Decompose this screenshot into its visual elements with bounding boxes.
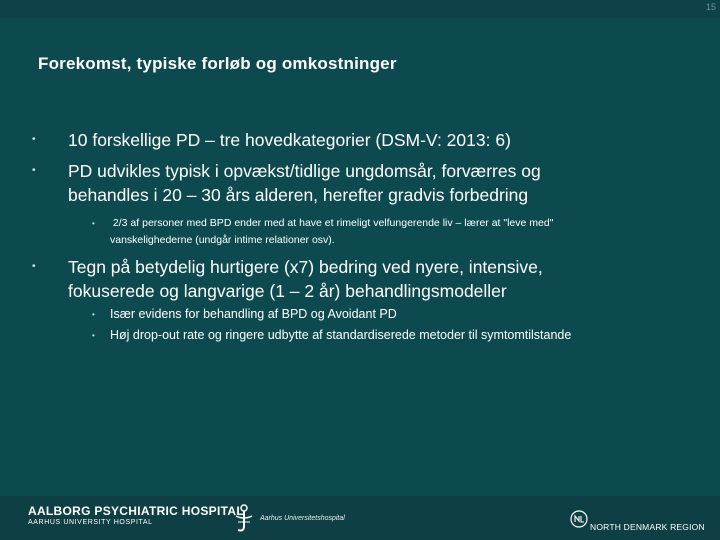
bullet-2-line1: PD udvikles typisk i opvækst/tidlige ungdomsår, forværres og [68, 161, 541, 181]
sub-bullet-dot-icon: • [92, 331, 95, 340]
bullet-1-text: 10 forskellige PD – tre hovedkategorier (DSM-V: 2013: 6) [68, 130, 511, 150]
bullet-1 [32, 128, 668, 152]
bullet-3-line1: Tegn på betydelig hurtigere (x7) bedring ved nyere, intensive, [68, 257, 543, 277]
slide-title: Forekomst, typiske forløb og omkostninger [38, 54, 397, 73]
north-denmark-region-logo [570, 504, 715, 534]
bullet-dot-icon: • [32, 261, 36, 272]
bullet-2 [32, 159, 668, 207]
sub-bullet-2-text: Især evidens for behandling af BPD og Avoidant PD [110, 307, 397, 321]
aarhus-university-hospital-logo [232, 502, 345, 534]
sub-bullet-dot-icon: • [92, 310, 95, 319]
sub-bullet-3 [92, 326, 710, 345]
bullet-3 [32, 255, 668, 303]
top-bar [0, 0, 720, 18]
aalborg-psychiatric-logo [28, 504, 244, 526]
sub-bullet-2 [92, 305, 710, 324]
aarhus-emblem-icon [232, 502, 256, 534]
bullet-3-line2: fokuserede og langvarige (1 – 2 år) behandlingsmodeller [68, 281, 507, 301]
right-logo-text: NORTH DENMARK REGION [590, 522, 705, 532]
left-logo-line2: AARHUS UNIVERSITY HOSPITAL [28, 519, 153, 526]
sub-bullet-dot-icon: • [92, 219, 95, 228]
left-logo-line1: AALBORG PSYCHIATRIC HOSPITAL [28, 504, 244, 518]
region-emblem-icon [570, 510, 588, 528]
bullet-2-line2: behandles i 20 – 30 års alderen, herefter gradvis forbedring [68, 185, 529, 205]
sub-bullet-1 [92, 215, 670, 249]
sub-bullet-3-text: Høj drop-out rate og ringere udbytte af standardiserede metoder til symtomtilstande [110, 328, 572, 342]
slide-number: 15 [705, 2, 716, 12]
bullet-dot-icon: • [32, 165, 36, 176]
bullet-dot-icon: • [32, 134, 36, 145]
sub-bullet-1-line1: 2/3 af personer med BPD ender med at have et rimeligt velfungerende liv – lærer at "leve med" [110, 217, 554, 229]
sub-bullet-1-line2: vanskelighederne (undgår intime relationer osv). [110, 234, 335, 246]
footer [0, 496, 720, 540]
middle-logo-text: Aarhus Universitetshospital [260, 514, 345, 522]
